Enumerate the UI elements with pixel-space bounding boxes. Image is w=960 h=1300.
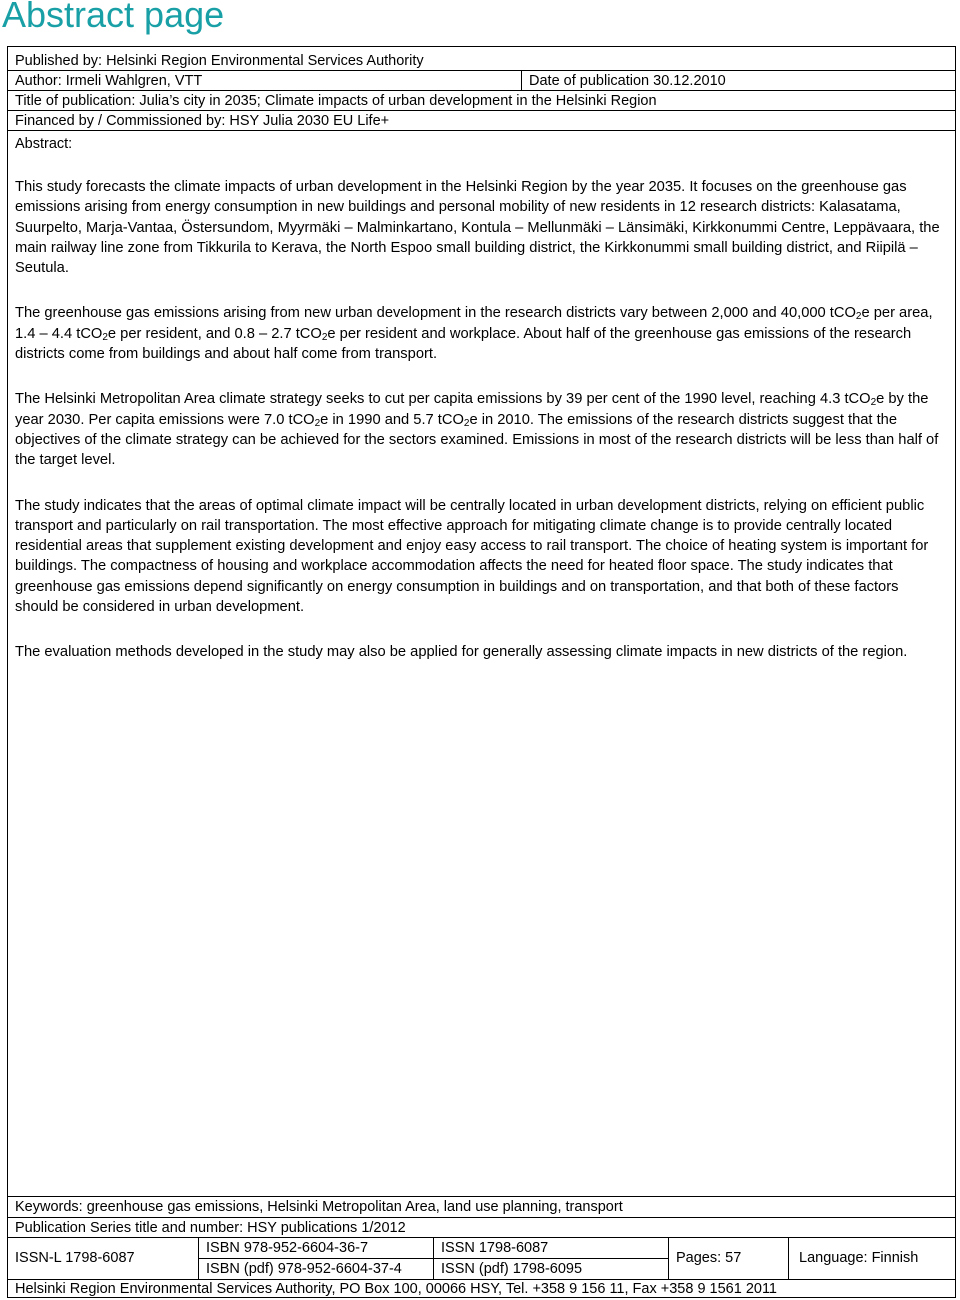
financed-by: Financed by / Commissioned by: HSY Julia 2030 EU Life+ <box>15 113 390 129</box>
pages: Pages: 57 <box>676 1250 742 1266</box>
publisher-address: Helsinki Region Environmental Services Authority, PO Box 100, 00066 HSY, Tel. +358 9 156 11, Fax +358 9 1561 2011 <box>15 1281 778 1297</box>
abstract-paragraph-1: This study forecasts the climate impacts of urban development in the Helsinki Region by the year 2035. It focuses on the greenhouse gas emissions arising from energy consumption in new buildings and personal mobility of new residents in 12 research districts: Kalasatama, Suurpelto, Marja-Vantaa, Östersundom, Myyrmäki – Malminkartano, Kontula – Mellunmäki – Länsimäki, Kirkkonummi Centre, Leppävaara, the main railway line zone from Tikkurila to Kerava, the North Espoo small building district, the Kirkkonummi small building district, and Riipilä – Seutula. <box>15 179 940 277</box>
pages-language-divider <box>788 1237 789 1279</box>
issn-pages-divider <box>668 1237 669 1279</box>
abstract-paragraph-2: The greenhouse gas emissions arising from new urban development in the research districts vary between 2,000 and 40,000 tCO$_2$e per area, 1.4 – 4.4 tCO$_2$e per resident, and 0.8 – 2.7 tCO$_2$e per resident and workplace. About half of the greenhouse gas emissions of the research districts come from buildings and about half come from transport. <box>15 305 933 363</box>
language: Language: Finnish <box>799 1250 919 1266</box>
issn-l: ISSN-L 1798-6087 <box>15 1250 135 1266</box>
abstract-label: Abstract: <box>15 136 73 152</box>
author-row <box>8 71 955 91</box>
isbn: ISBN 978-952-6604-36-7 <box>206 1240 369 1256</box>
title-row <box>8 91 955 111</box>
published-by: Published by: Helsinki Region Environmental Services Authority <box>15 53 424 69</box>
published-by-row <box>8 51 955 71</box>
author: Author: Irmeli Wahlgren, VTT <box>15 73 203 89</box>
publication-date: Date of publication 30.12.2010 <box>529 73 726 89</box>
isbn-pdf: ISBN (pdf) 978-952-6604-37-4 <box>206 1261 402 1277</box>
abstract-paragraph-5: The evaluation methods developed in the study may also be applied for generally assessing climate impacts in new districts of the region. <box>15 644 908 661</box>
abstract-paragraph-4: The study indicates that the areas of optimal climate impact will be centrally located in urban development districts, relying on efficient public transport and particularly on rail transportation. The most effective approach for mitigating climate change is to provide centrally located residential areas that supplement existing development and enjoy easy access to rail transport. The choice of heating system is important for buildings. The compactness of housing and workplace accommodation affects the need for heated floor space. The study indicates that greenhouse gas emissions depend significantly on energy consumption in buildings and on transportation, and that both of these factors should be considered in urban development. <box>15 497 929 616</box>
issn: ISSN 1798-6087 <box>441 1240 549 1256</box>
keywords: Keywords: greenhouse gas emissions, Helsinki Metropolitan Area, land use planning, transport <box>15 1199 623 1215</box>
author-date-divider <box>521 71 522 91</box>
publication-series: Publication Series title and number: HSY publications 1/2012 <box>15 1220 406 1236</box>
abstract-paragraph-3: The Helsinki Metropolitan Area climate strategy seeks to cut per capita emissions by 39 per cent of the 1990 level, reaching 4.3 tCO$_2$e by the year 2030. Per capita emissions were 7.0 tCO$_2$e in 1990 and 5.7 tCO$_2$e in 2010. The emissions of the research districts suggest that the objectives of the climate strategy can be achieved for the sectors examined. Emissions in most of the research districts will be less than half of the target level. <box>15 391 939 469</box>
financed-row <box>8 111 955 131</box>
issn-pdf: ISSN (pdf) 1798-6095 <box>441 1261 583 1277</box>
title-of-publication: Title of publication: Julia’s city in 2035; Climate impacts of urban development in the Helsinki Region <box>15 93 657 109</box>
isbn-issn-divider <box>433 1237 434 1279</box>
page-title: Abstract page <box>2 0 225 35</box>
issnl-divider <box>198 1237 199 1279</box>
abstract-body <box>15 177 941 688</box>
